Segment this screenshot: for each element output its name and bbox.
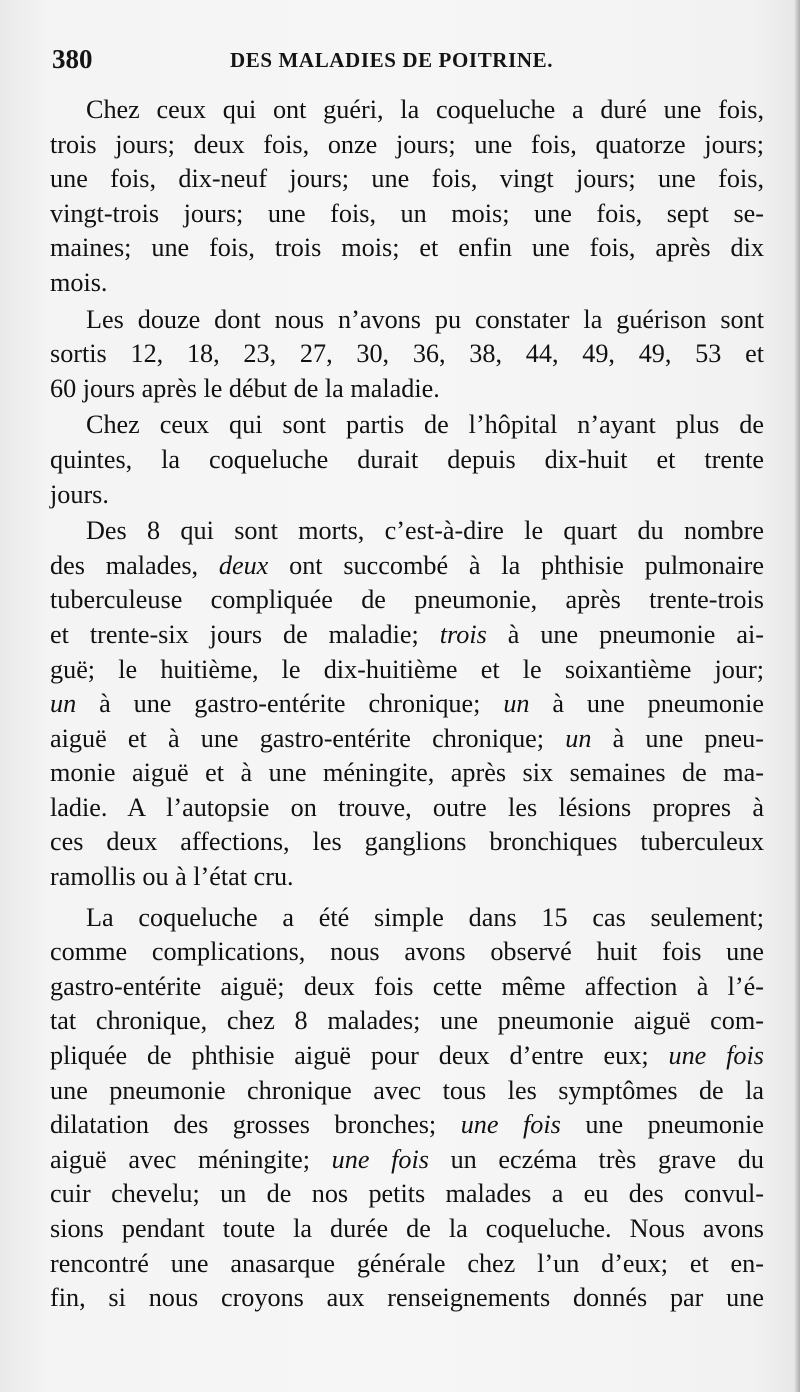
- text-line: [50, 1143, 764, 1178]
- text-span: à une gastro-entérite chronique;: [76, 689, 504, 719]
- text-line: cuir chevelu; un de nos petits malades a eu des convul-: [50, 1179, 764, 1209]
- text-line: La coqueluche a été simple dans 15 cas seulement;: [86, 902, 764, 932]
- text-line: trois jours; deux fois, onze jours; une fois, quatorze jours;: [50, 129, 764, 159]
- text-span: à une pneumonie ai-: [486, 619, 764, 649]
- text-line: comme complications, nous avons observé huit fois une: [50, 937, 764, 967]
- text-span: un eczéma très grave du: [428, 1144, 764, 1174]
- text-line: [50, 1039, 764, 1074]
- text-span: une pneumonie: [560, 1110, 764, 1140]
- italic-word: un: [50, 689, 77, 719]
- text-line: fin, si nous croyons aux renseignements donnés par une: [50, 1283, 764, 1313]
- paragraph-4: [50, 514, 764, 895]
- text-line: ramollis ou à l’état cru.: [50, 862, 294, 892]
- text-line: tat chronique, chez 8 malades; une pneumonie aiguë com-: [50, 1006, 764, 1036]
- italic-word: deux: [218, 550, 269, 580]
- paragraph-2: [50, 303, 764, 407]
- text-span: pliquée de phthisie aiguë pour deux d’entre eux;: [50, 1041, 669, 1071]
- text-line: rencontré une anasarque générale chez l’un d’eux; et en-: [50, 1248, 764, 1278]
- text-line: ces deux affections, les ganglions bronchiques tuberculeux: [50, 827, 764, 857]
- text-line: ladie. A l’autopsie on trouve, outre les lésions propres à: [50, 792, 764, 822]
- text-span: à une pneu-: [591, 723, 764, 753]
- italic-word: trois: [439, 619, 487, 649]
- text-line: Des 8 qui sont morts, c’est-à-dire le quart du nombre: [86, 516, 764, 546]
- text-line: jours.: [50, 479, 109, 509]
- text-span: à une pneumonie: [529, 689, 764, 719]
- text-span: aiguë avec méningite;: [50, 1144, 332, 1174]
- text-line: Chez ceux qui ont guéri, la coqueluche a duré une fois,: [86, 95, 764, 124]
- text-line: Chez ceux qui sont partis de l’hôpital n’ayant plus de: [86, 410, 764, 440]
- italic-word: un: [565, 723, 592, 753]
- text-line: sions pendant toute la durée de la coqueluche. Nous avons: [50, 1214, 764, 1243]
- text-line: sortis 12, 18, 23, 27, 30, 36, 38, 44, 49, 49, 53 et: [50, 339, 764, 369]
- italic-word: une fois: [668, 1041, 764, 1071]
- text-line: maines; une fois, trois mois; et enfin une fois, après dix: [50, 233, 764, 263]
- page-header: [52, 44, 764, 78]
- text-line: 60 jours après le début de la maladie.: [50, 373, 440, 403]
- body-text: [50, 93, 764, 1316]
- paragraph-1: [50, 93, 764, 301]
- paragraph-3: [50, 408, 764, 512]
- text-line: une pneumonie chronique avec tous les symptômes de la: [50, 1075, 764, 1105]
- text-span: et trente-six jours de maladie;: [50, 619, 440, 649]
- page-number: 380: [52, 44, 93, 74]
- page-edge-shadow: [794, 0, 800, 1392]
- text-line: guë; le huitième, le dix-huitième et le soixantième jour;: [50, 654, 764, 684]
- text-line: [50, 687, 764, 722]
- text-span: ont succombé à la phthisie pulmonaire: [268, 550, 764, 580]
- text-line: quintes, la coqueluche durait depuis dix-huit et trente: [50, 444, 764, 474]
- text-line: [50, 618, 764, 653]
- text-line: [50, 1108, 764, 1143]
- running-title: DES MALADIES DE POITRINE.: [230, 48, 554, 72]
- text-line: tuberculeuse compliquée de pneumonie, après trente-trois: [50, 585, 764, 615]
- text-line: [50, 722, 764, 757]
- text-span: des malades,: [50, 550, 219, 580]
- text-line: monie aiguë et à une méningite, après six semaines de ma-: [50, 758, 764, 788]
- text-line: gastro-entérite aiguë; deux fois cette même affection à l’é-: [50, 971, 764, 1001]
- italic-word: un: [503, 689, 530, 719]
- text-line: [50, 549, 764, 584]
- paragraph-5: [50, 901, 764, 1316]
- text-span: aiguë et à une gastro-entérite chronique;: [50, 723, 566, 753]
- text-line: Les douze dont nous n’avons pu constater la guérison sont: [86, 304, 764, 334]
- text-span: dilatation des grosses bronches;: [50, 1110, 461, 1140]
- italic-word: une fois: [331, 1144, 429, 1174]
- italic-word: une fois: [460, 1110, 561, 1140]
- text-line: mois.: [50, 267, 108, 297]
- text-line: une fois, dix-neuf jours; une fois, vingt jours; une fois,: [50, 164, 764, 194]
- text-line: vingt-trois jours; une fois, un mois; une fois, sept se-: [50, 198, 764, 228]
